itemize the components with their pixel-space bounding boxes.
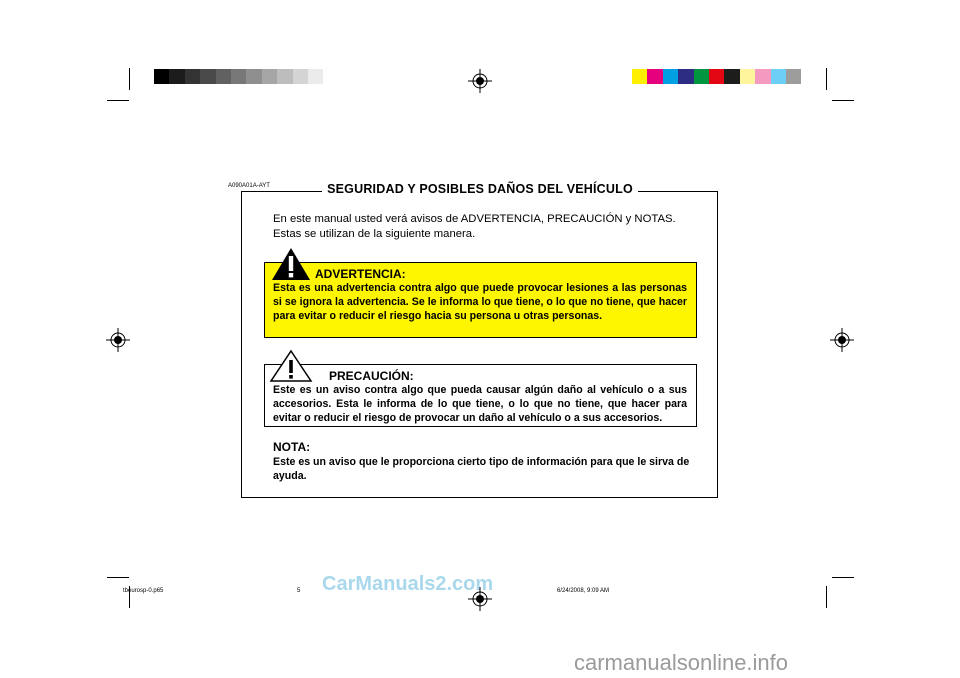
color-swatch xyxy=(293,69,308,84)
color-swatch xyxy=(231,69,246,84)
crop-mark xyxy=(826,68,827,90)
color-swatch xyxy=(694,69,709,84)
color-swatch xyxy=(154,69,169,84)
warning-title: ADVERTENCIA: xyxy=(315,267,406,281)
color-swatch xyxy=(724,69,739,84)
caution-title: PRECAUCIÓN: xyxy=(329,369,414,383)
document-code: A090A01A-AYT xyxy=(228,183,270,189)
color-swatch xyxy=(663,69,678,84)
note-text: Este es un aviso que le proporciona cierto tipo de información para que le sirva de ayuda. xyxy=(273,456,690,482)
crop-mark xyxy=(832,577,854,578)
color-swatch xyxy=(185,69,200,84)
caution-triangle-icon xyxy=(269,349,313,383)
caution-box xyxy=(264,364,697,427)
note-title: NOTA: xyxy=(273,440,311,454)
color-swatch-bar xyxy=(632,69,801,84)
color-swatch xyxy=(678,69,693,84)
footer-page: 5 xyxy=(297,588,301,594)
footer-file: tbeurosp-0.p65 xyxy=(123,588,164,594)
registration-mark-icon xyxy=(468,69,492,93)
color-swatch xyxy=(771,69,786,84)
registration-mark-icon xyxy=(830,328,854,352)
intro-text: En este manual usted verá avisos de ADVERTENCIA, PRECAUCIÓN y NOTAS. Estas se utilizan de la siguiente manera. xyxy=(273,213,676,240)
color-swatch xyxy=(262,69,277,84)
watermark-top: CarManuals2.com xyxy=(322,573,494,595)
warning-box xyxy=(264,262,697,338)
section-title: SEGURIDAD Y POSIBLES DAÑOS DEL VEHÍCULO xyxy=(322,182,638,196)
caution-text: Este es un aviso contra algo que pueda causar algún daño al vehículo o a sus accesorios. Esta le informa de lo que tiene, o lo que no tiene, que hacer para evitar o reducir el riesgo de provocar un daño al vehículo o a sus accesorios. xyxy=(273,384,687,424)
crop-mark xyxy=(107,577,129,578)
color-swatch xyxy=(308,69,323,84)
color-swatch xyxy=(323,69,338,84)
color-swatch xyxy=(755,69,770,84)
gray-swatch-bar xyxy=(154,69,339,84)
footer-date: 6/24/2008, 9:09 AM xyxy=(557,588,610,594)
color-swatch xyxy=(632,69,647,84)
warning-triangle-icon xyxy=(271,247,311,281)
color-swatch xyxy=(786,69,801,84)
color-swatch xyxy=(647,69,662,84)
crop-mark xyxy=(832,100,854,101)
color-swatch xyxy=(709,69,724,84)
crop-mark xyxy=(129,68,130,90)
color-swatch xyxy=(740,69,755,84)
registration-mark-icon xyxy=(106,328,130,352)
color-swatch xyxy=(216,69,231,84)
color-swatch xyxy=(169,69,184,84)
color-swatch xyxy=(277,69,292,84)
watermark-bottom: carmanualsonline.info xyxy=(574,650,789,675)
crop-mark xyxy=(826,586,827,608)
warning-text: Esta es una advertencia contra algo que puede provocar lesiones a las personas si se ignora la advertencia. Se le informa lo que tiene, o lo que no tiene, que hacer para evitar o reducir el riesgo hacia su persona u otras personas. xyxy=(273,282,687,322)
color-swatch xyxy=(246,69,261,84)
crop-mark xyxy=(107,100,129,101)
color-swatch xyxy=(200,69,215,84)
